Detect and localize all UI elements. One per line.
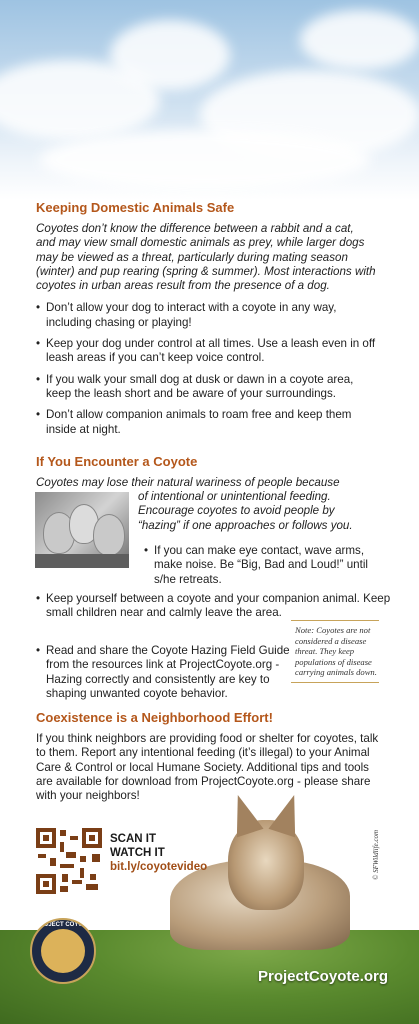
watch-it-label: WATCH IT — [110, 847, 165, 859]
scan-watch-block — [110, 832, 207, 874]
coyote-pups-photo — [35, 492, 129, 568]
domestic-bullet-3: • If you walk your small dog at dusk or dawn in a coyote area, keep the leash short and be aware of your surroundings. — [36, 373, 376, 402]
domestic-intro: Coyotes don’t know the difference between a rabbit and a cat, and may view small domestic animals as prey, while larger dogs may be viewed as a threat, particularly during mating season (winter) and pup rearing (spring & summer). Most interactions with coyotes in urban areas result from the presence of a dog. — [36, 222, 376, 293]
coyote-photo-head — [228, 820, 304, 910]
photo-credit: © SFWildlife.com — [372, 829, 380, 880]
encounter-intro-line1: Coyotes may lose their natural wariness of people because — [36, 476, 340, 489]
scan-it-label: SCAN IT — [110, 833, 156, 845]
qr-code[interactable] — [36, 828, 102, 894]
encounter-intro-rest: of intentional or unintentional feeding. Encourage coyotes to avoid people by “hazing” if one approaches or follows you. — [138, 490, 353, 532]
domestic-bullet-4: • Don’t allow companion animals to roam free and keep them inside at night. — [36, 408, 376, 437]
domestic-bullet-2: • Keep your dog under control at all times. Use a leash even in off leash areas if you can’t keep voice control. — [36, 337, 376, 366]
video-link[interactable]: bit.ly/coyotevideo — [110, 861, 208, 873]
sky-header-image — [0, 0, 419, 200]
coexistence-body: If you think neighbors are providing food or shelter for coyotes, talk to them. Report any intentional feeding (it’s illegal) to your Animal Care & Control or local Humane Society. Additional tips and tools are available for download from ProjectCoyote.org - please share with your neighbors! — [36, 732, 379, 803]
encounter-bullet-2: • Keep yourself between a coyote and your companion animal. Keep small children near and calmly leave the area. — [36, 592, 391, 621]
main-content — [36, 200, 376, 437]
encounter-bullet-1: • If you can make eye contact, wave arms, make noise. Be “Big, Bad and Loud!” until s/he retreats. — [144, 544, 386, 587]
logo-text: PROJECT COYOTE — [35, 922, 91, 928]
project-coyote-logo — [30, 918, 96, 984]
disease-note-box — [291, 620, 379, 683]
encounter-bullet-3: • Read and share the Coyote Hazing Field Guide from the resources link at ProjectCoyote.org - Hazing correctly and consistently are key to shaping unwanted coyote behavior. — [36, 644, 292, 701]
section-heading-domestic-animals: Keeping Domestic Animals Safe — [36, 200, 235, 215]
section-heading-coexistence: Coexistence is a Neighborhood Effort! — [36, 710, 273, 725]
website-link[interactable]: ProjectCoyote.org — [258, 968, 389, 985]
domestic-bullet-1: • Don’t allow your dog to interact with a coyote in any way, including chasing or playing! — [36, 301, 376, 330]
section-heading-encounter: If You Encounter a Coyote — [36, 454, 198, 469]
disease-note-text: Note: Coyotes are not considered a disease threat. They keep populations of disease carrying animals down. — [295, 625, 377, 677]
